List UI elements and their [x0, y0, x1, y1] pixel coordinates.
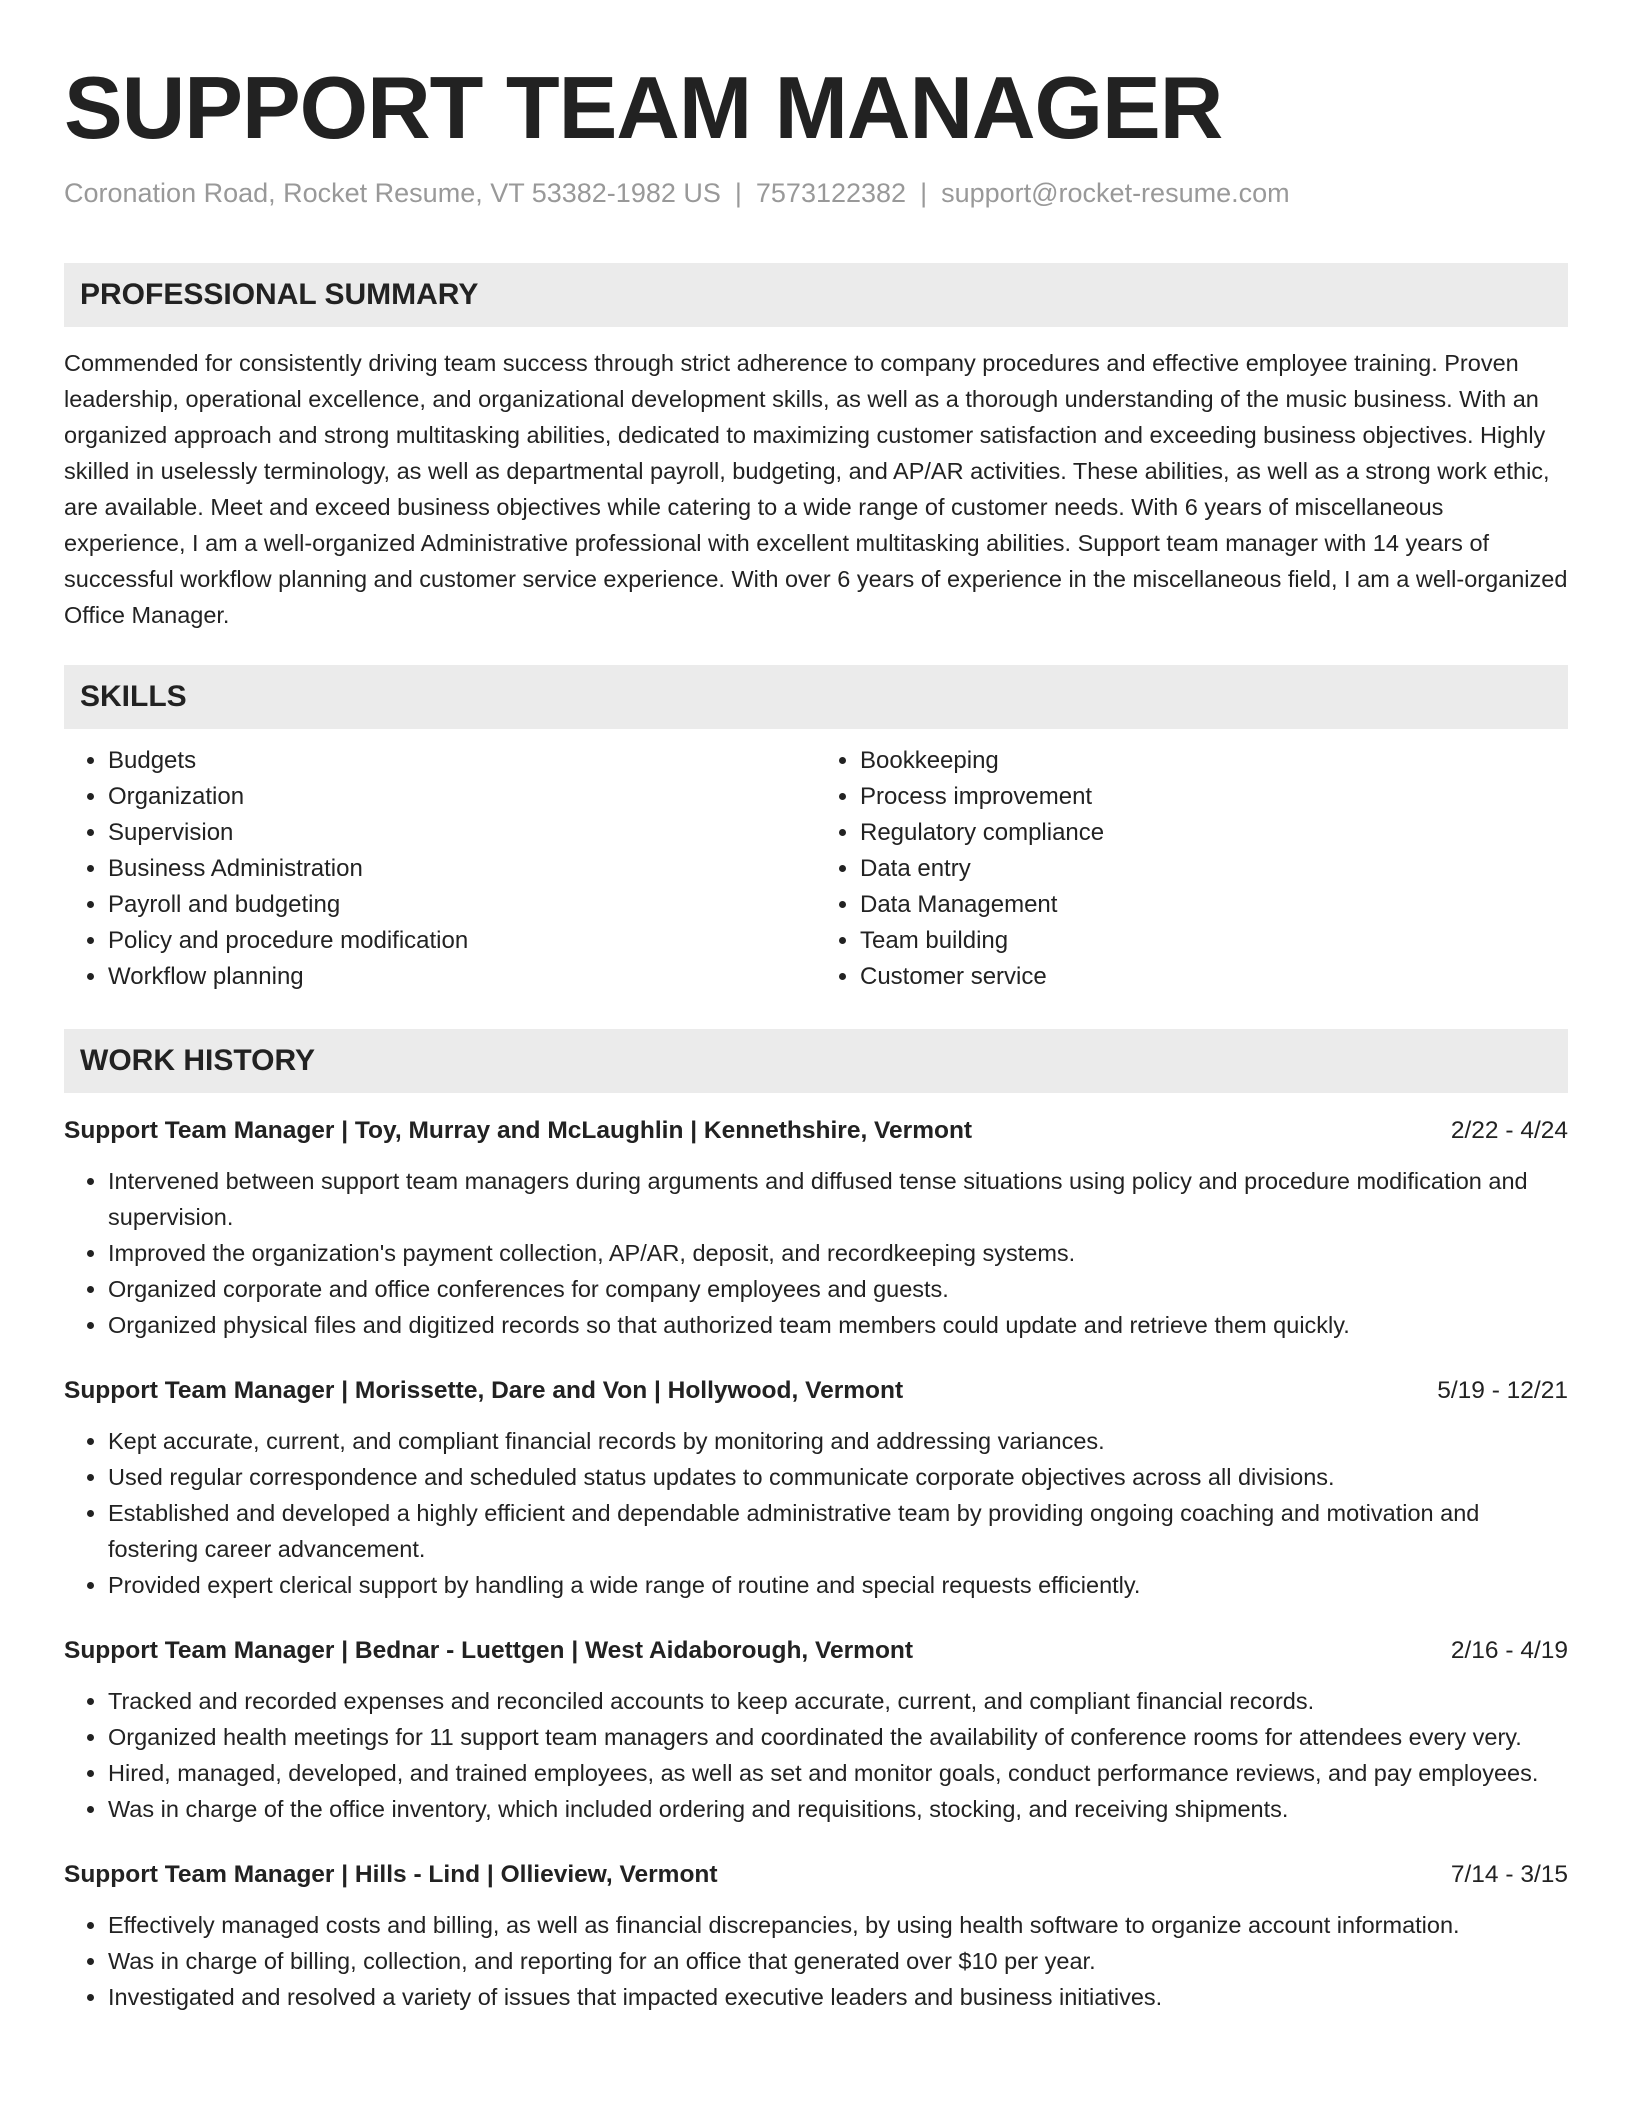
- job-header: [64, 1113, 1568, 1149]
- skill-item: • Business Administration: [108, 851, 816, 887]
- skill-item: • Regulatory compliance: [860, 815, 1568, 851]
- job-bullet: • Improved the organization's payment collection, AP/AR, deposit, and recordkeeping systems.: [108, 1235, 1568, 1271]
- job-dates: 7/14 - 3/15: [1450, 1861, 1568, 1889]
- job-bullet: • Effectively managed costs and billing, as well as financial discrepancies, by using health software to organize account information.: [108, 1907, 1568, 1943]
- job-bullet: • Provided expert clerical support by handling a wide range of routine and special requests efficiently.: [108, 1567, 1568, 1603]
- job-title: Support Team Manager | Toy, Murray and McLaughlin | Kennethshire, Vermont: [64, 1117, 973, 1145]
- job-bullets: [64, 1907, 1568, 2015]
- skills-column-right: [816, 743, 1568, 995]
- job-entry: [64, 1373, 1568, 1603]
- contact-line: [64, 176, 1568, 211]
- job-entry: [64, 1633, 1568, 1827]
- job-bullets: [64, 1683, 1568, 1827]
- skill-item: • Organization: [108, 779, 816, 815]
- skills-list: [64, 743, 1568, 995]
- job-bullet: • Organized corporate and office conferences for company employees and guests.: [108, 1271, 1568, 1307]
- job-dates: 2/16 - 4/19: [1450, 1637, 1568, 1665]
- job-bullet: • Investigated and resolved a variety of issues that impacted executive leaders and business initiatives.: [108, 1979, 1568, 2015]
- skill-item: • Data Management: [860, 887, 1568, 923]
- job-bullet: • Used regular correspondence and scheduled status updates to communicate corporate objectives across all divisions.: [108, 1459, 1568, 1495]
- skills-heading: SKILLS: [64, 665, 1568, 729]
- contact-separator: |: [920, 178, 928, 208]
- job-dates: 5/19 - 12/21: [1437, 1377, 1568, 1405]
- job-title: Support Team Manager | Hills - Lind | Ollieview, Vermont: [64, 1861, 718, 1889]
- work-history-heading: WORK HISTORY: [64, 1029, 1568, 1093]
- job-bullet: • Established and developed a highly efficient and dependable administrative team by providing ongoing coaching and motivation and fostering career advancement.: [108, 1495, 1568, 1567]
- job-header: [64, 1857, 1568, 1893]
- contact-address: Coronation Road, Rocket Resume, VT 53382-1982 US: [64, 178, 721, 208]
- contact-phone: 7573122382: [755, 178, 907, 208]
- candidate-name: SUPPORT TEAM MANAGER: [64, 58, 1223, 157]
- skill-item: • Workflow planning: [108, 959, 816, 995]
- skill-item: • Team building: [860, 923, 1568, 959]
- job-bullet: • Organized physical files and digitized records so that authorized team members could update and retrieve them quickly.: [108, 1307, 1568, 1343]
- job-bullet: • Was in charge of billing, collection, and reporting for an office that generated over $10 per year.: [108, 1943, 1568, 1979]
- skill-item: • Process improvement: [860, 779, 1568, 815]
- skill-item: • Payroll and budgeting: [108, 887, 816, 923]
- skill-item: • Supervision: [108, 815, 816, 851]
- contact-email: support@rocket-resume.com: [941, 178, 1290, 208]
- skill-item: • Customer service: [860, 959, 1568, 995]
- skill-item: • Bookkeeping: [860, 743, 1568, 779]
- summary-text: Commended for consistently driving team success through strict adherence to company procedures and effective employee training. Proven leadership, operational excellence, and organizational development skills, as well as a thorough understanding of the music business. With an organized approach and strong multitasking abilities, dedicated to maximizing customer satisfaction and exceeding business objectives. Highly skilled in uselessly terminology, as well as departmental payroll, budgeting, and AP/AR activities. These abilities, as well as a strong work ethic, are available. Meet and exceed business objectives while catering to a wide range of customer needs. With 6 years of miscellaneous experience, I am a well-organized Administrative professional with excellent multitasking abilities. Support team manager with 14 years of successful workflow planning and customer service experience. With over 6 years of experience in the miscellaneous field, I am a well-organized Office Manager.: [64, 350, 1568, 629]
- job-bullets: [64, 1423, 1568, 1603]
- skills-column-left: [64, 743, 816, 995]
- contact-separator: |: [734, 178, 742, 208]
- job-entry: [64, 1857, 1568, 2015]
- job-entry: [64, 1113, 1568, 1343]
- job-title: Support Team Manager | Bednar - Luettgen | West Aidaborough, Vermont: [64, 1637, 914, 1665]
- job-bullets: [64, 1163, 1568, 1343]
- job-dates: 2/22 - 4/24: [1450, 1117, 1568, 1145]
- job-bullet: • Was in charge of the office inventory, which included ordering and requisitions, stocking, and receiving shipments.: [108, 1791, 1568, 1827]
- job-bullet: • Tracked and recorded expenses and reconciled accounts to keep accurate, current, and compliant financial records.: [108, 1683, 1568, 1719]
- job-bullet: • Intervened between support team managers during arguments and diffused tense situations using policy and procedure modification and supervision.: [108, 1163, 1568, 1235]
- job-bullet: • Organized health meetings for 11 support team managers and coordinated the availability of conference rooms for attendees every very.: [108, 1719, 1568, 1755]
- skill-item: • Budgets: [108, 743, 816, 779]
- job-bullet: • Hired, managed, developed, and trained employees, as well as set and monitor goals, conduct performance reviews, and pay employees.: [108, 1755, 1568, 1791]
- skill-item: • Policy and procedure modification: [108, 923, 816, 959]
- job-header: [64, 1373, 1568, 1409]
- job-bullet: • Kept accurate, current, and compliant financial records by monitoring and addressing variances.: [108, 1423, 1568, 1459]
- summary-heading: PROFESSIONAL SUMMARY: [64, 263, 1568, 327]
- skill-item: • Data entry: [860, 851, 1568, 887]
- job-title: Support Team Manager | Morissette, Dare and Von | Hollywood, Vermont: [64, 1377, 904, 1405]
- job-header: [64, 1633, 1568, 1669]
